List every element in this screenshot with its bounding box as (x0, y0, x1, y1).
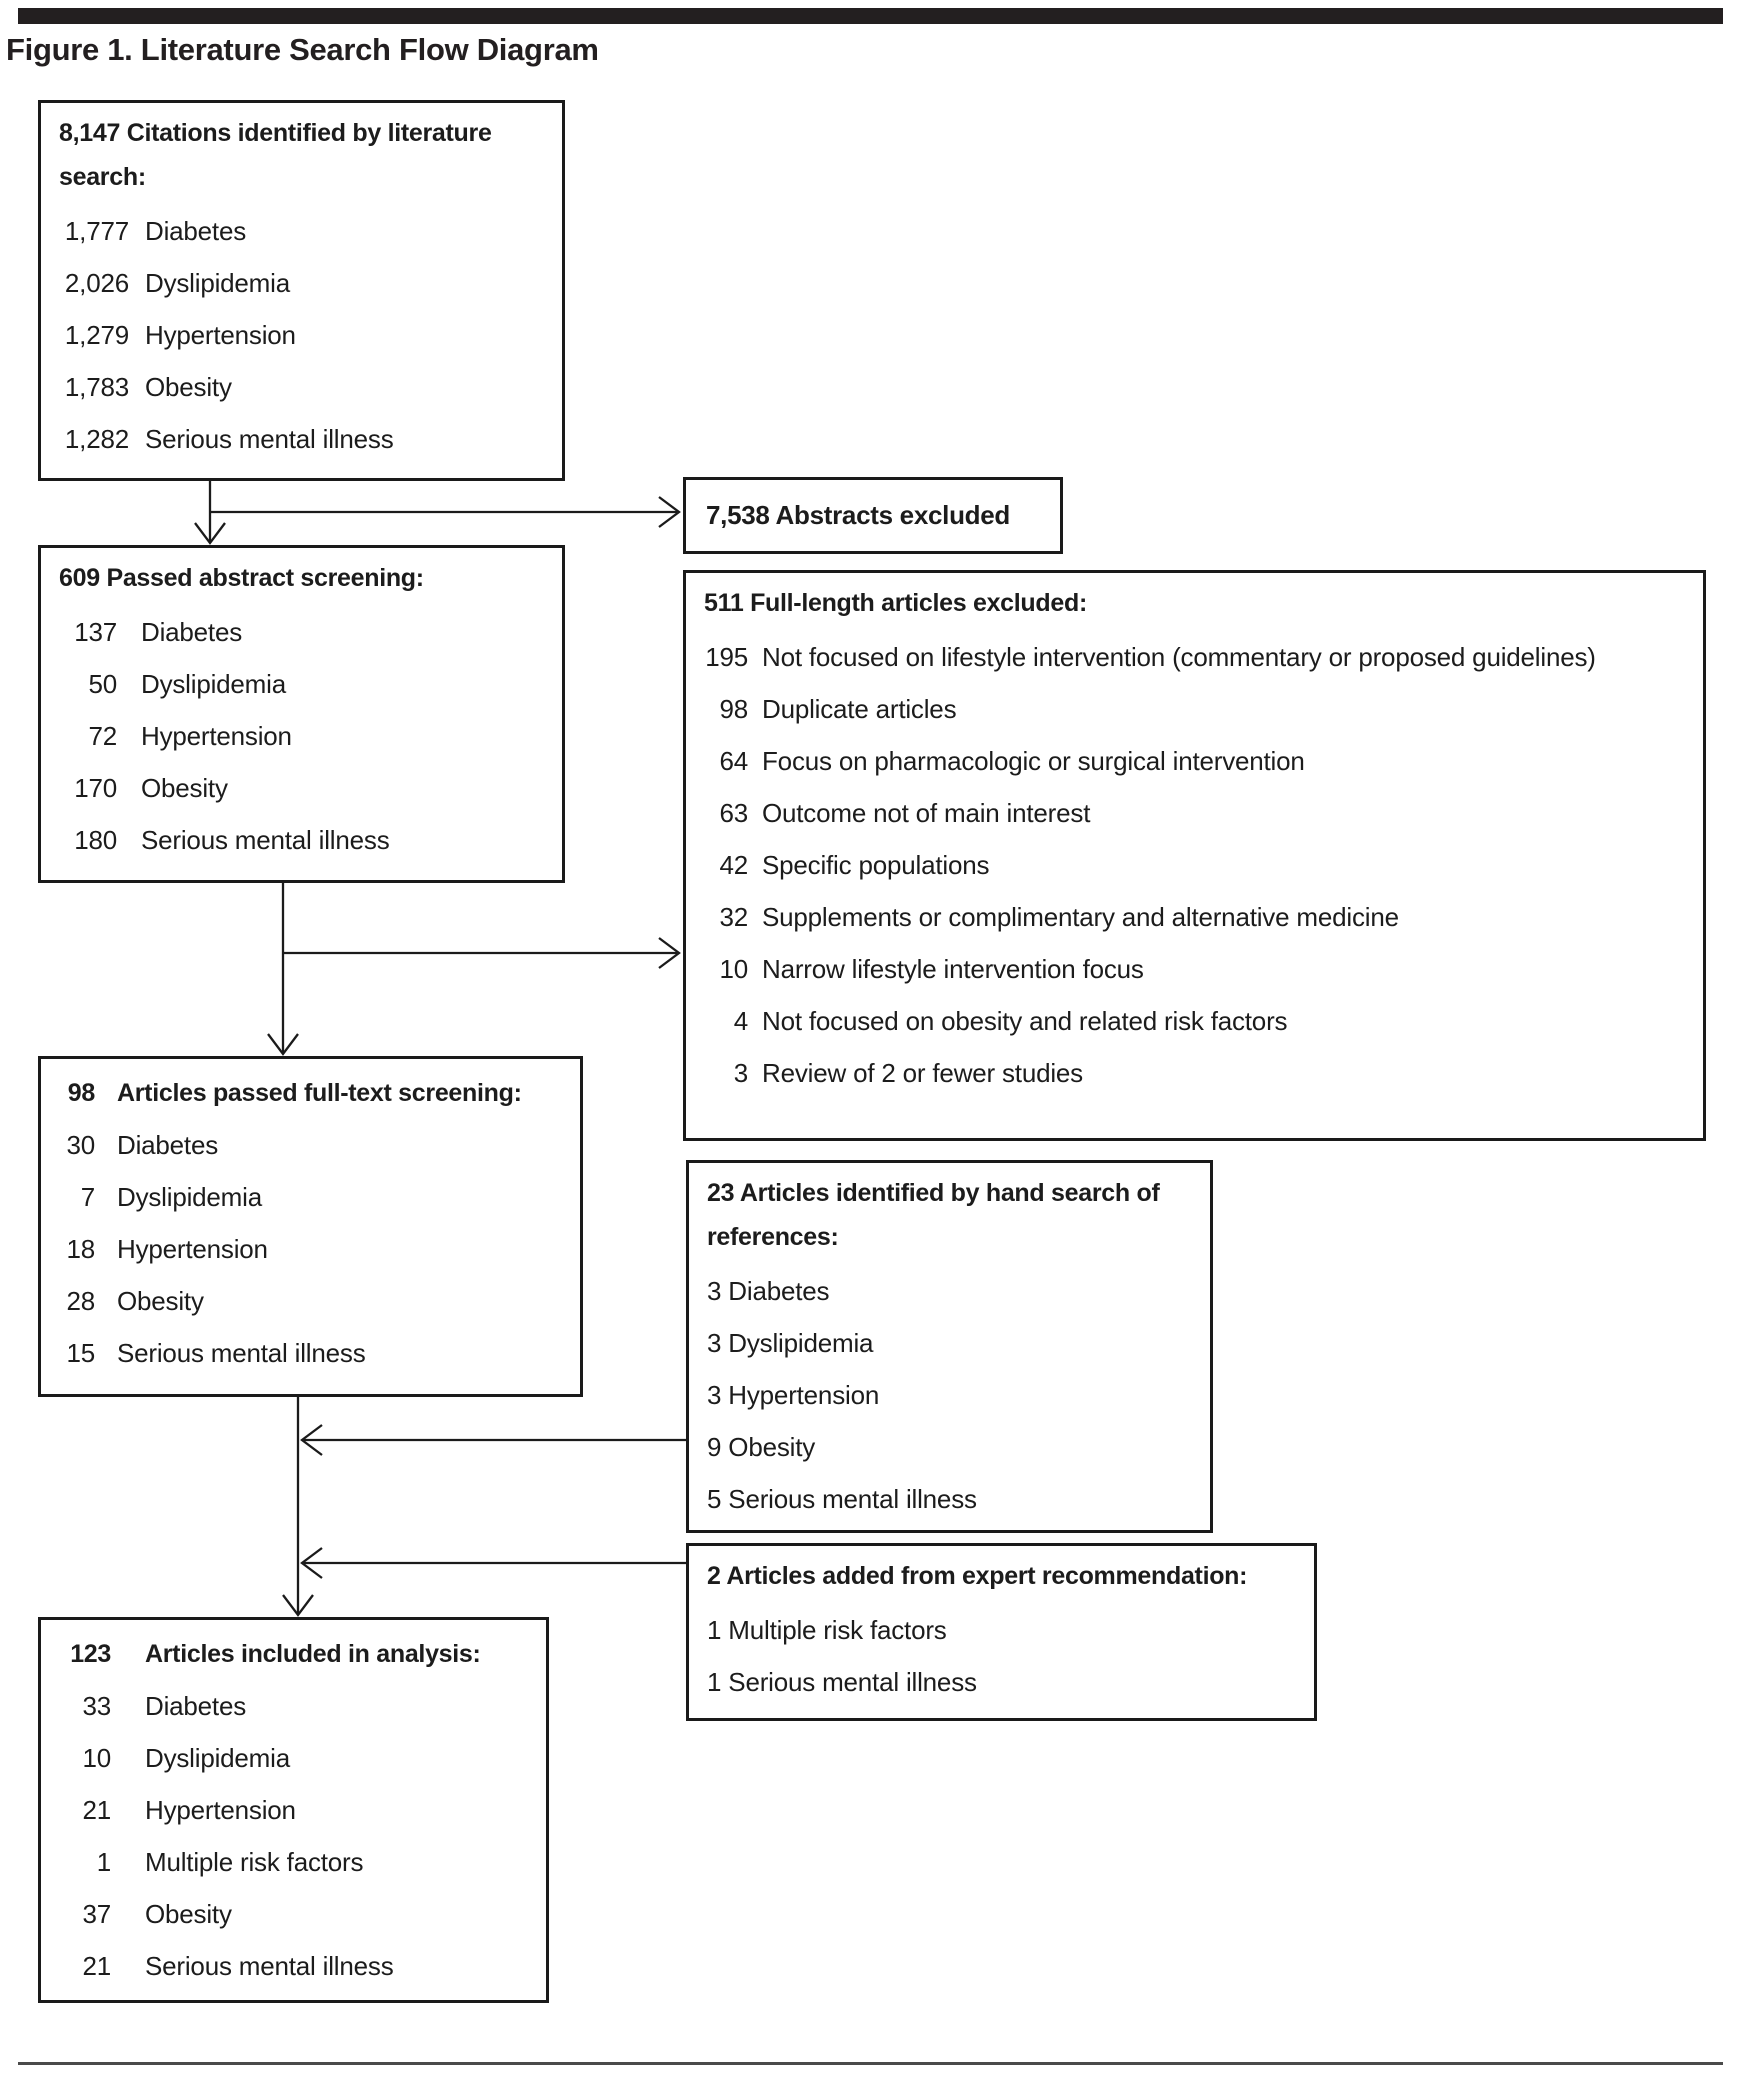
item-label: Not focused on obesity and related risk factors (762, 1006, 1288, 1036)
list-item (704, 839, 1695, 891)
item-label: Dyslipidemia (141, 669, 286, 699)
list-item (704, 891, 1695, 943)
box-fulltext-excluded (683, 570, 1706, 1141)
item-count: 15 (66, 1338, 95, 1368)
item-label: Supplements or complimentary and alternative medicine (762, 902, 1399, 932)
list-item (59, 309, 552, 361)
item-count: 1,282 (64, 424, 129, 454)
item-label: Obesity (141, 773, 228, 803)
list-item (707, 1656, 1310, 1708)
item-label: Serious mental illness (728, 1667, 977, 1697)
item-label: Diabetes (117, 1130, 219, 1160)
box-abstracts-excluded-header: 7,538 Abstracts excluded (706, 500, 1010, 530)
connector-expert-to-included (302, 1548, 686, 1578)
item-label: Multiple risk factors (728, 1615, 947, 1645)
item-count: 4 (733, 1006, 748, 1036)
item-count: 1,783 (64, 372, 129, 402)
item-label: Serious mental illness (145, 1951, 394, 1981)
item-label: Dyslipidemia (145, 268, 290, 298)
box-citations-header: 8,147 Citations identified by literature search: (59, 119, 492, 191)
item-label: Serious mental illness (141, 825, 390, 855)
item-count: 3 (707, 1380, 722, 1410)
list-item (704, 735, 1695, 787)
box-abstract-screening (38, 545, 565, 883)
item-count: 195 (705, 642, 748, 672)
list-item (59, 1888, 538, 1940)
item-count: 63 (719, 798, 748, 828)
item-label: Hypertension (145, 320, 296, 350)
box-fulltext-passed (38, 1056, 583, 1397)
item-label: Review of 2 or fewer studies (762, 1058, 1083, 1088)
list-item (59, 658, 552, 710)
item-label: Diabetes (728, 1276, 830, 1306)
item-count: 1 (96, 1847, 111, 1877)
connector-fulltext-to-included (283, 1397, 313, 1615)
list-item (59, 1940, 538, 1992)
item-count: 21 (82, 1795, 111, 1825)
list-item (707, 1369, 1204, 1421)
item-label: Dyslipidemia (117, 1182, 262, 1212)
list-item (53, 1119, 578, 1171)
item-label: Focus on pharmacologic or surgical intervention (762, 746, 1305, 776)
connector-screening-to-fulltext-excluded (283, 938, 679, 968)
list-item (59, 606, 552, 658)
item-count: 21 (82, 1951, 111, 1981)
item-count: 3 (707, 1276, 722, 1306)
list-item (704, 1047, 1695, 1099)
list-item (59, 1732, 538, 1784)
item-label: Duplicate articles (762, 694, 957, 724)
box-fulltext-passed-header (53, 1067, 578, 1119)
list-item (59, 205, 552, 257)
list-item (707, 1265, 1204, 1317)
item-label: Diabetes (141, 617, 243, 647)
item-count: 32 (719, 902, 748, 932)
item-count: 9 (707, 1432, 722, 1462)
item-label: Serious mental illness (117, 1338, 366, 1368)
list-item (707, 1421, 1204, 1473)
item-count: 3 (733, 1058, 748, 1088)
item-label: Obesity (145, 372, 232, 402)
list-item (59, 1784, 538, 1836)
box-expert (686, 1543, 1317, 1721)
item-count: 1 (707, 1667, 722, 1697)
list-item (59, 710, 552, 762)
list-item (707, 1604, 1310, 1656)
connector-screening-to-fulltext (268, 883, 298, 1054)
item-count: 5 (707, 1484, 722, 1514)
item-count: 10 (82, 1743, 111, 1773)
box-abstracts-excluded (683, 477, 1063, 554)
item-label: Serious mental illness (145, 424, 394, 454)
item-label: Obesity (145, 1899, 232, 1929)
item-label: Obesity (117, 1286, 204, 1316)
list-item (53, 1223, 578, 1275)
item-label: Hypertension (145, 1795, 296, 1825)
item-count: 30 (66, 1130, 95, 1160)
header-label: Articles passed full-text screening: (117, 1079, 522, 1107)
item-label: Not focused on lifestyle intervention (commentary or proposed guidelines) (762, 642, 1596, 672)
item-count: 64 (719, 746, 748, 776)
list-item (704, 787, 1695, 839)
header-count: 98 (67, 1079, 95, 1107)
list-item (59, 257, 552, 309)
item-label: Outcome not of main interest (762, 798, 1091, 828)
item-label: Hypertension (141, 721, 292, 751)
list-item (59, 762, 552, 814)
box-included (38, 1617, 549, 2003)
list-item (59, 1680, 538, 1732)
box-fulltext-excluded-header: 511 Full-length articles excluded: (704, 589, 1087, 617)
box-expert-header: 2 Articles added from expert recommendation: (707, 1562, 1248, 1590)
item-count: 2,026 (64, 268, 129, 298)
list-item (59, 1836, 538, 1888)
item-count: 98 (719, 694, 748, 724)
header-label: Articles included in analysis: (145, 1640, 481, 1668)
item-count: 1 (707, 1615, 722, 1645)
item-count: 1,279 (64, 320, 129, 350)
list-item (59, 814, 552, 866)
list-item (53, 1171, 578, 1223)
item-label: Narrow lifestyle intervention focus (762, 954, 1144, 984)
item-label: Diabetes (145, 216, 247, 246)
figure-title: Figure 1. Literature Search Flow Diagram (6, 32, 599, 67)
item-label: Dyslipidemia (145, 1743, 290, 1773)
item-count: 33 (82, 1691, 111, 1721)
header-count: 123 (70, 1640, 111, 1668)
connector-hand-search-to-included (302, 1425, 686, 1455)
list-item (59, 413, 552, 465)
list-item (53, 1275, 578, 1327)
box-abstract-screening-header: 609 Passed abstract screening: (59, 564, 424, 592)
box-hand-search (686, 1160, 1213, 1533)
item-count: 7 (80, 1182, 95, 1212)
item-count: 18 (66, 1234, 95, 1264)
item-label: Specific populations (762, 850, 990, 880)
box-hand-search-header: 23 Articles identified by hand search of references: (707, 1179, 1160, 1251)
list-item (707, 1473, 1204, 1525)
item-label: Obesity (728, 1432, 816, 1462)
item-label: Dyslipidemia (728, 1328, 874, 1358)
list-item (707, 1317, 1204, 1369)
item-count: 10 (719, 954, 748, 984)
bottom-rule (18, 2062, 1723, 2065)
box-included-header (59, 1628, 538, 1680)
item-label: Diabetes (145, 1691, 247, 1721)
list-item (53, 1327, 578, 1379)
list-item (704, 683, 1695, 735)
item-count: 3 (707, 1328, 722, 1358)
item-count: 28 (66, 1286, 95, 1316)
item-label: Hypertension (728, 1380, 880, 1410)
item-count: 72 (88, 721, 117, 751)
list-item (704, 995, 1695, 1047)
item-label: Multiple risk factors (145, 1847, 364, 1877)
item-count: 1,777 (64, 216, 129, 246)
item-count: 42 (719, 850, 748, 880)
item-label: Serious mental illness (728, 1484, 977, 1514)
item-count: 180 (74, 825, 117, 855)
item-count: 50 (88, 669, 117, 699)
item-count: 170 (74, 773, 117, 803)
connector-citations-to-abstracts-excluded (210, 497, 679, 527)
box-citations (38, 100, 565, 481)
list-item (59, 361, 552, 413)
list-item (704, 631, 1695, 683)
item-label: Hypertension (117, 1234, 268, 1264)
list-item (704, 943, 1695, 995)
item-count: 137 (74, 617, 117, 647)
item-count: 37 (82, 1899, 111, 1929)
